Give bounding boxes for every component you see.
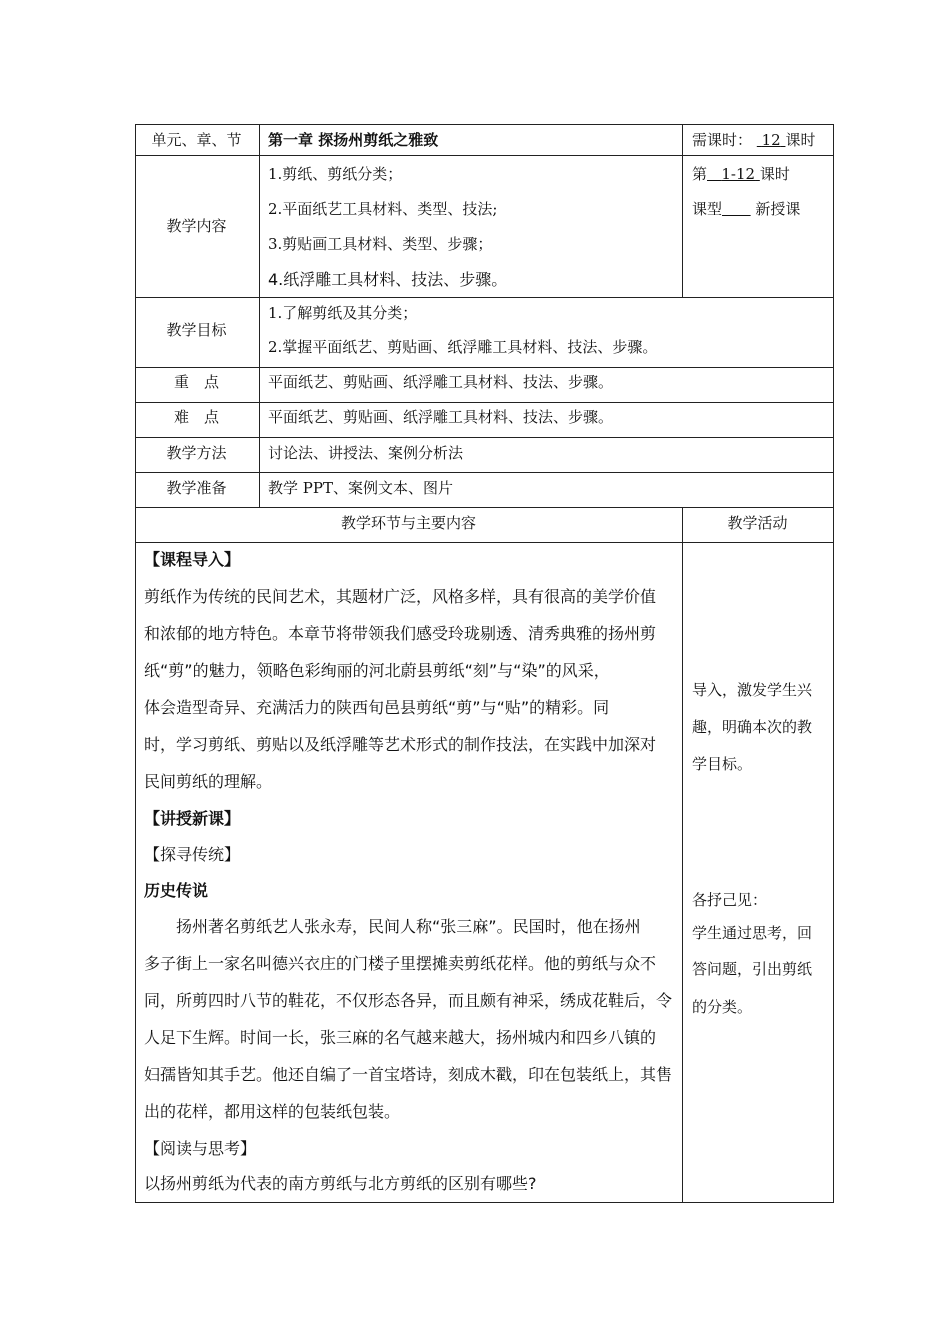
content-item: 2.平面纸艺工具材料、类型、技法; xyxy=(268,200,498,218)
reading-question: 以扬州剪纸为代表的南方剪纸与北方剪纸的区别有哪些? xyxy=(144,1174,537,1193)
key-point-text: 平面纸艺、剪贴画、纸浮雕工具材料、技法、步骤。 xyxy=(268,373,614,391)
prep-text: 教学 PPT、案例文本、图片 xyxy=(268,479,453,497)
method-label: 教学方法 xyxy=(166,444,227,462)
prep-label: 教学准备 xyxy=(166,479,227,497)
table-rule xyxy=(135,402,833,403)
table-rule xyxy=(135,124,136,1203)
intro-line: 时，学习剪纸、剪贴以及纸浮雕等艺术形式的制作技法，在实践中加深对 xyxy=(144,735,657,754)
hours-prefix: 需课时： xyxy=(692,131,753,149)
method-text: 讨论法、讲授法、案例分析法 xyxy=(268,444,464,462)
intro-line: 民间剪纸的理解。 xyxy=(144,772,273,791)
content-item: 1.剪纸、剪纸分类； xyxy=(268,165,403,183)
table-rule xyxy=(135,367,833,368)
goal-item: 2.掌握平面纸艺、剪贴画、纸浮雕工具材料、技法、步骤。 xyxy=(268,338,658,356)
history-line: 扬州著名剪纸艺人张永寿，民间人称“张三麻”。民国时，他在扬州 xyxy=(176,917,641,936)
history-line: 出的花样，都用这样的包装纸包装。 xyxy=(144,1102,401,1121)
activity-think-line: 学生通过思考，回 xyxy=(692,924,813,942)
table-rule xyxy=(135,437,833,438)
required-hours xyxy=(692,129,815,150)
section-header-main: 教学环节与主要内容 xyxy=(340,514,476,532)
table-rule xyxy=(135,297,833,298)
history-heading: 历史传说 xyxy=(144,881,209,900)
session-number: 第 1-12 课时 xyxy=(692,165,790,183)
explore-heading: 【探寻传统】 xyxy=(144,845,241,864)
activity-think-line: 各抒己见： xyxy=(692,891,768,909)
lesson-type: 课型 新授课 xyxy=(692,200,801,218)
content-item: 4.纸浮雕工具材料、技法、步骤。 xyxy=(268,270,508,289)
history-line: 人足下生辉。时间一长，张三麻的名气越来越大，扬州城内和四乡八镇的 xyxy=(144,1028,657,1047)
key-point-label: 重 点 xyxy=(173,373,219,391)
history-line: 同，所剪四时八节的鞋花，不仅形态各异，而且颇有神采，绣成花鞋后，令 xyxy=(144,991,673,1010)
history-line: 妇孺皆知其手艺。他还自编了一首宝塔诗，刻成木戳，印在包装纸上，其售 xyxy=(144,1065,673,1084)
goals-label: 教学目标 xyxy=(166,321,227,339)
intro-heading: 【课程导入】 xyxy=(144,550,241,569)
content-label: 教学内容 xyxy=(166,217,227,235)
activity-intro-line: 趣，明确本次的教 xyxy=(692,718,813,736)
table-rule xyxy=(135,507,833,508)
intro-line: 纸“剪”的魅力，领略色彩绚丽的河北蔚县剪纸“刻”与“染”的风采， xyxy=(144,661,610,680)
difficulty-text: 平面纸艺、剪贴画、纸浮雕工具材料、技法、步骤。 xyxy=(268,408,614,426)
hours-suffix: 课时 xyxy=(785,131,816,149)
unit-label: 单元、章、节 xyxy=(151,131,242,149)
table-rule xyxy=(682,124,683,297)
table-rule xyxy=(833,124,834,1203)
goal-item: 1.了解剪纸及其分类； xyxy=(268,304,418,322)
history-line: 多子街上一家名叫德兴衣庄的门楼子里摆摊卖剪纸花样。他的剪纸与众不 xyxy=(144,954,657,973)
table-rule xyxy=(259,124,260,507)
activity-intro-line: 学目标。 xyxy=(692,755,753,773)
difficulty-label: 难 点 xyxy=(173,408,219,426)
table-rule xyxy=(135,124,833,125)
intro-line: 体会造型奇异、充满活力的陕西旬邑县剪纸“剪”与“贴”的精彩。同 xyxy=(144,698,610,717)
intro-line: 剪纸作为传统的民间艺术，其题材广泛，风格多样，具有很高的美学价值 xyxy=(144,587,657,606)
table-rule xyxy=(682,507,683,1202)
table-rule xyxy=(135,472,833,473)
table-rule xyxy=(135,155,833,156)
activity-think-line: 的分类。 xyxy=(692,998,753,1016)
activity-intro-line: 导入，激发学生兴 xyxy=(692,681,813,699)
intro-line: 和浓郁的地方特色。本章节将带领我们感受玲珑剔透、清秀典雅的扬州剪 xyxy=(144,624,657,643)
content-item: 3.剪贴画工具材料、类型、步骤； xyxy=(268,235,493,253)
table-rule xyxy=(135,542,833,543)
new-lesson-heading: 【讲授新课】 xyxy=(144,809,241,828)
table-rule xyxy=(135,1202,833,1203)
activity-think-line: 答问题，引出剪纸 xyxy=(692,960,813,978)
reading-heading: 【阅读与思考】 xyxy=(144,1139,257,1158)
section-header-activity: 教学活动 xyxy=(727,514,788,532)
hours-value: 12 xyxy=(761,131,781,149)
chapter-title: 第一章 探扬州剪纸之雅致 xyxy=(268,131,439,149)
